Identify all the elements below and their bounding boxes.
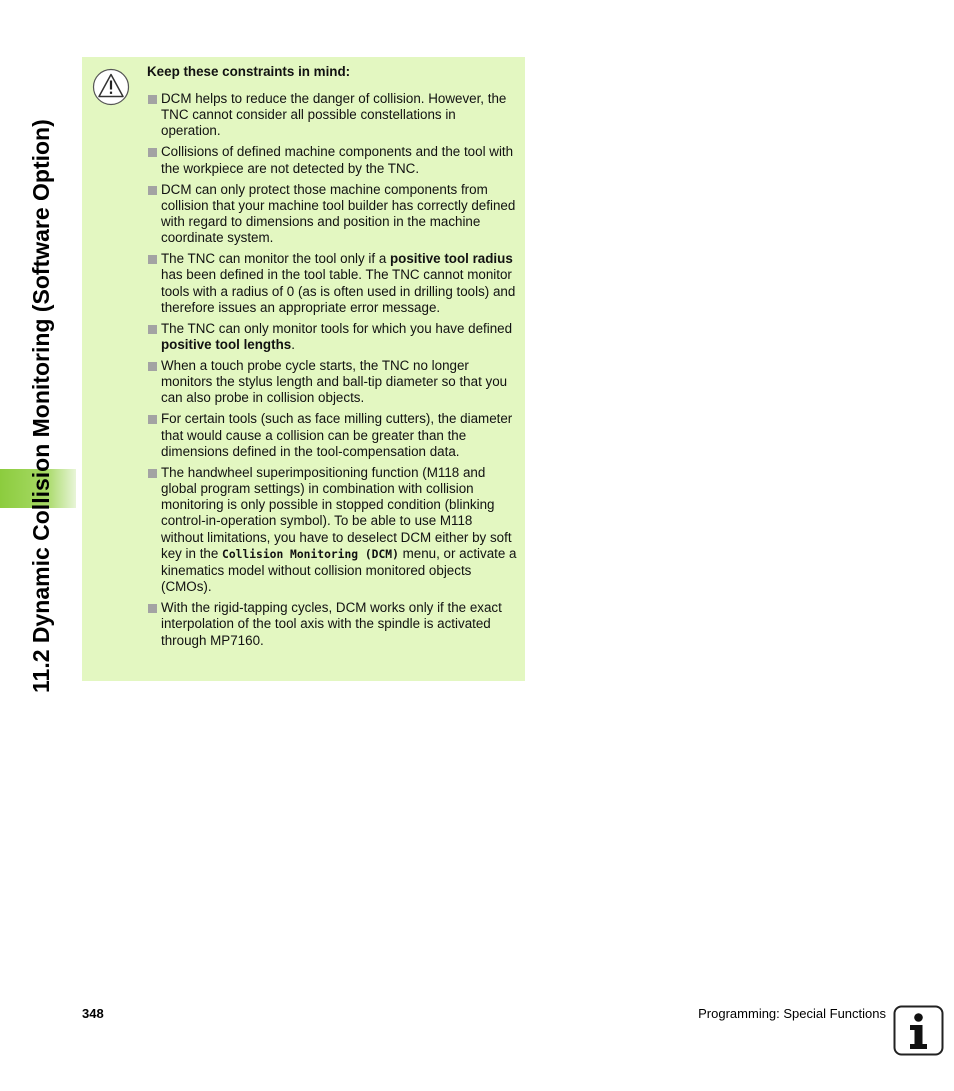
bullet-square-icon (148, 148, 157, 157)
list-item: Collisions of defined machine components and the tool with the workpiece are not detected by the TNC. (147, 144, 517, 176)
list-item: DCM can only protect those machine components from collision that your machine tool builder has correctly defined with regard to dimensions and position in the machine coordinate system. (147, 182, 517, 247)
section-title: 11.2 Dynamic Collision Monitoring (Software Option) (28, 119, 54, 693)
bullet-square-icon (148, 95, 157, 104)
bullet-square-icon (148, 325, 157, 334)
chapter-name: Programming: Special Functions (698, 1006, 886, 1021)
bullet-square-icon (148, 604, 157, 613)
list-item: With the rigid-tapping cycles, DCM works only if the exact interpolation of the tool axis with the spindle is activated through MP7160. (147, 600, 517, 649)
list-item: The handwheel superimpositioning function (M118 and global program settings) in combination with collision monitoring is only possible in stopped condition (blinking control-in-operation symbol). To be able to use M118 without limitations, you have to deselect DCM either by soft key in the Collision Monitoring (DCM) menu, or activate a kinematics model without collision monitored objects (CMOs). (147, 465, 517, 596)
list-item: DCM helps to reduce the danger of collision. However, the TNC cannot consider all possible constellations in operation. (147, 91, 517, 140)
list-item: For certain tools (such as face milling cutters), the diameter that would cause a collision can be greater than the dimensions defined in the tool-compensation data. (147, 411, 517, 460)
bullet-square-icon (148, 469, 157, 478)
list-item: The TNC can monitor the tool only if a positive tool radius has been defined in the tool table. The TNC cannot monitor tools with a radius of 0 (as is often used in drilling tools) and therefore issues an appropriate error message. (147, 251, 517, 316)
info-icon (893, 1005, 944, 1056)
bullet-square-icon (148, 255, 157, 264)
soft-key-name: Collision Monitoring (DCM) (222, 547, 399, 561)
warning-triangle-icon (92, 68, 130, 106)
note-content (147, 63, 517, 654)
page-number: 348 (82, 1006, 104, 1021)
list-item: The TNC can only monitor tools for which you have defined positive tool lengths. (147, 321, 517, 353)
bullet-square-icon (148, 415, 157, 424)
bullet-square-icon (148, 362, 157, 371)
bullet-square-icon (148, 186, 157, 195)
list-item: When a touch probe cycle starts, the TNC no longer monitors the stylus length and ball-tip diameter so that you can also probe in collision objects. (147, 358, 517, 407)
note-heading: Keep these constraints in mind: (147, 64, 351, 79)
